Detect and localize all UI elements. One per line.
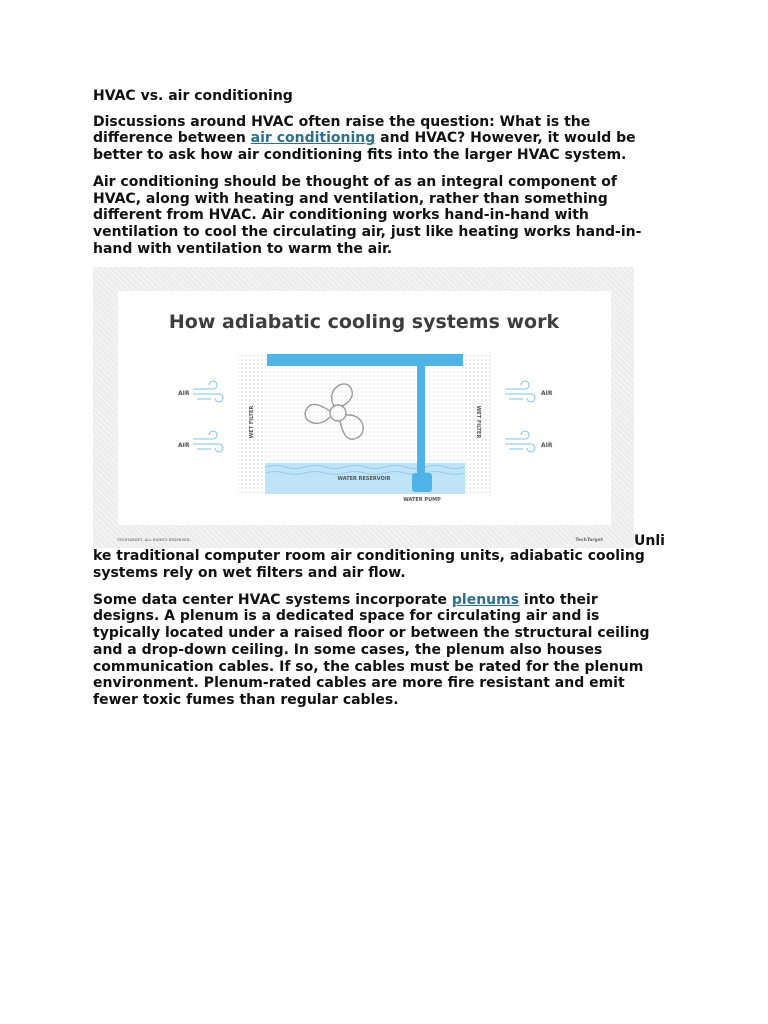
paragraph-intro	[93, 114, 655, 164]
paragraph-plenums	[93, 592, 655, 709]
caption-start: Unli	[634, 533, 665, 550]
paragraph-intro-text-b: and HVAC? However, it would be better to ask how air conditioning fits into the larger HVAC system.	[93, 130, 636, 164]
wet-filter-left-label: WET FILTER	[249, 406, 255, 439]
air-label-right-bottom: AIR	[541, 442, 553, 450]
paragraph-integral: Air conditioning should be thought of as an integral component of HVAC, along with heating and ventilation, rather than something different from HVAC. Air conditioning works hand-in-hand with ventilation to cool the circulating air, just like heating works hand-in-hand with ventilation to warm the air.	[93, 173, 642, 257]
figure-caption: ke traditional computer room air conditioning units, adiabatic cooling systems rely on wet filters and air flow.	[93, 548, 645, 582]
paragraph-plenums-text-a: Some data center HVAC systems incorporate	[93, 591, 452, 608]
wet-filter-right-label: WET FILTER	[475, 406, 481, 439]
water-pump-icon	[412, 473, 432, 492]
air-label-left-bottom: AIR	[178, 442, 190, 450]
top-pipe	[267, 354, 463, 366]
adiabatic-cooling-figure	[93, 267, 634, 548]
water-pump-label: WATER PUMP	[403, 497, 441, 504]
document-page	[93, 88, 665, 719]
figure-heading: How adiabatic cooling systems work	[168, 311, 560, 334]
air-label-left-top: AIR	[178, 390, 190, 398]
figure-footer-right: TechTarget	[575, 538, 603, 544]
air-conditioning-link[interactable]: air conditioning	[250, 130, 376, 147]
figure-diagram	[93, 267, 634, 548]
vertical-pipe	[417, 366, 425, 476]
section-title: HVAC vs. air conditioning	[93, 88, 293, 104]
air-label-right-top: AIR	[541, 390, 553, 398]
paragraph-intro-text-a: Discussions around HVAC often raise the question: What is the difference between	[93, 113, 591, 147]
figure-with-caption	[93, 267, 665, 550]
figure-footer-left: TECHTARGET. ALL RIGHTS RESERVED.	[117, 538, 191, 543]
plenums-link[interactable]: plenums	[451, 591, 520, 608]
water-reservoir-label: WATER RESERVOIR	[337, 476, 391, 483]
paragraph-plenums-text-b: into their designs. A plenum is a dedicated space for circulating air and is typically located under a raised floor or between the structural ceiling and a drop-down ceiling. In some cases, the plenum also houses communication cables. If so, the cables must be rated for the plenum environment. Plenum-rated cables are more fire resistant and emit fewer toxic fumes than regular cables.	[93, 591, 650, 708]
